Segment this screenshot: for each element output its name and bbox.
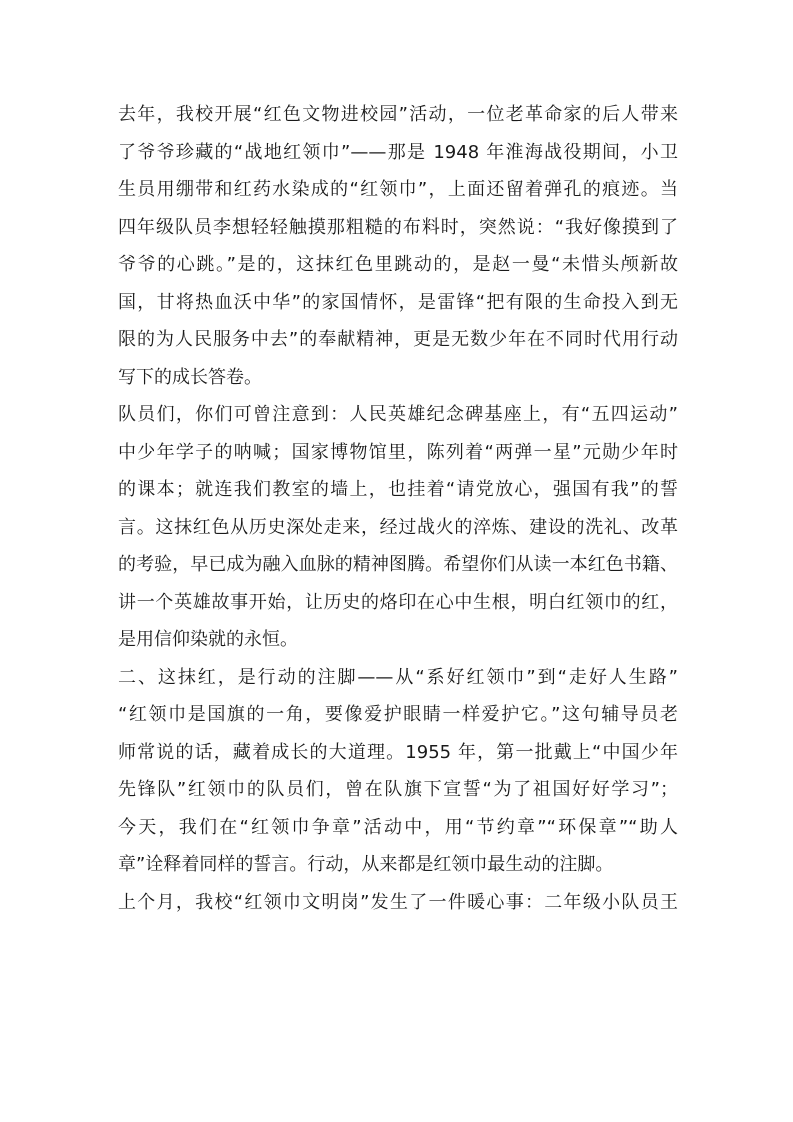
text-line: 队员们，你们可曾注意到：人民英雄纪念碑基座上，有“五四运动” [118, 404, 678, 425]
text-line: 是用信仰染就的永恒。 [118, 629, 298, 650]
text-line: 限的为人民服务中去”的奉献精神，更是无数少年在不同时代用行动 [118, 329, 678, 350]
text-line: 的课本；就连我们教室的墙上，也挂着“请党放心，强国有我”的誓 [118, 479, 678, 500]
text-line: 的考验，早已成为融入血脉的精神图腾。希望你们从读一本红色书籍、 [118, 554, 678, 575]
text-line: 了爷爷珍藏的“战地红领巾”——那是 1948 年淮海战役期间，小卫 [118, 141, 678, 163]
text-line: 去年，我校开展“红色文物进校园”活动，一位老革命家的后人带来 [118, 104, 678, 125]
text-line: 章”诠释着同样的誓言。行动，从来都是红领巾最生动的注脚。 [118, 854, 614, 875]
text-line: 生员用绷带和红药水染成的“红领巾”，上面还留着弹孔的痕迹。当 [118, 179, 678, 200]
document-body [118, 96, 678, 921]
text-line: “红领巾是国旗的一角，要像爱护眼睛一样爱护它。”这句辅导员老 [118, 704, 678, 725]
text-line: 爷爷的心跳。”是的，这抹红色里跳动的，是赵一曼“未惜头颅新故 [118, 254, 678, 275]
section-heading: 二、这抹红，是行动的注脚——从“系好红领巾”到“走好人生路” [118, 666, 678, 688]
text-line: 国，甘将热血沃中华”的家国情怀，是雷锋“把有限的生命投入到无 [118, 291, 678, 313]
text-line: 先锋队”红领巾的队员们，曾在队旗下宣誓“为了祖国好好学习”； [118, 779, 678, 800]
text-line: 言。这抹红色从历史深处走来，经过战火的淬炼、建设的洗礼、改革 [118, 516, 678, 538]
text-line: 今天，我们在“红领巾争章”活动中，用“节约章”“环保章”“助人 [118, 816, 678, 838]
text-line: 四年级队员李想轻轻触摸那粗糙的布料时，突然说：“我好像摸到了 [118, 216, 678, 238]
text-line: 写下的成长答卷。 [118, 366, 262, 388]
text-line: 讲一个英雄故事开始，让历史的烙印在心中生根，明白红领巾的红， [118, 591, 678, 613]
text-line: 师常说的话，藏着成长的大道理。1955 年，第一批戴上“中国少年 [118, 741, 678, 763]
text-line: 中少年学子的呐喊；国家博物馆里，陈列着“两弹一星”元勋少年时 [118, 441, 678, 463]
text-line: 上个月，我校“红领巾文明岗”发生了一件暖心事：二年级小队员王 [118, 891, 678, 913]
